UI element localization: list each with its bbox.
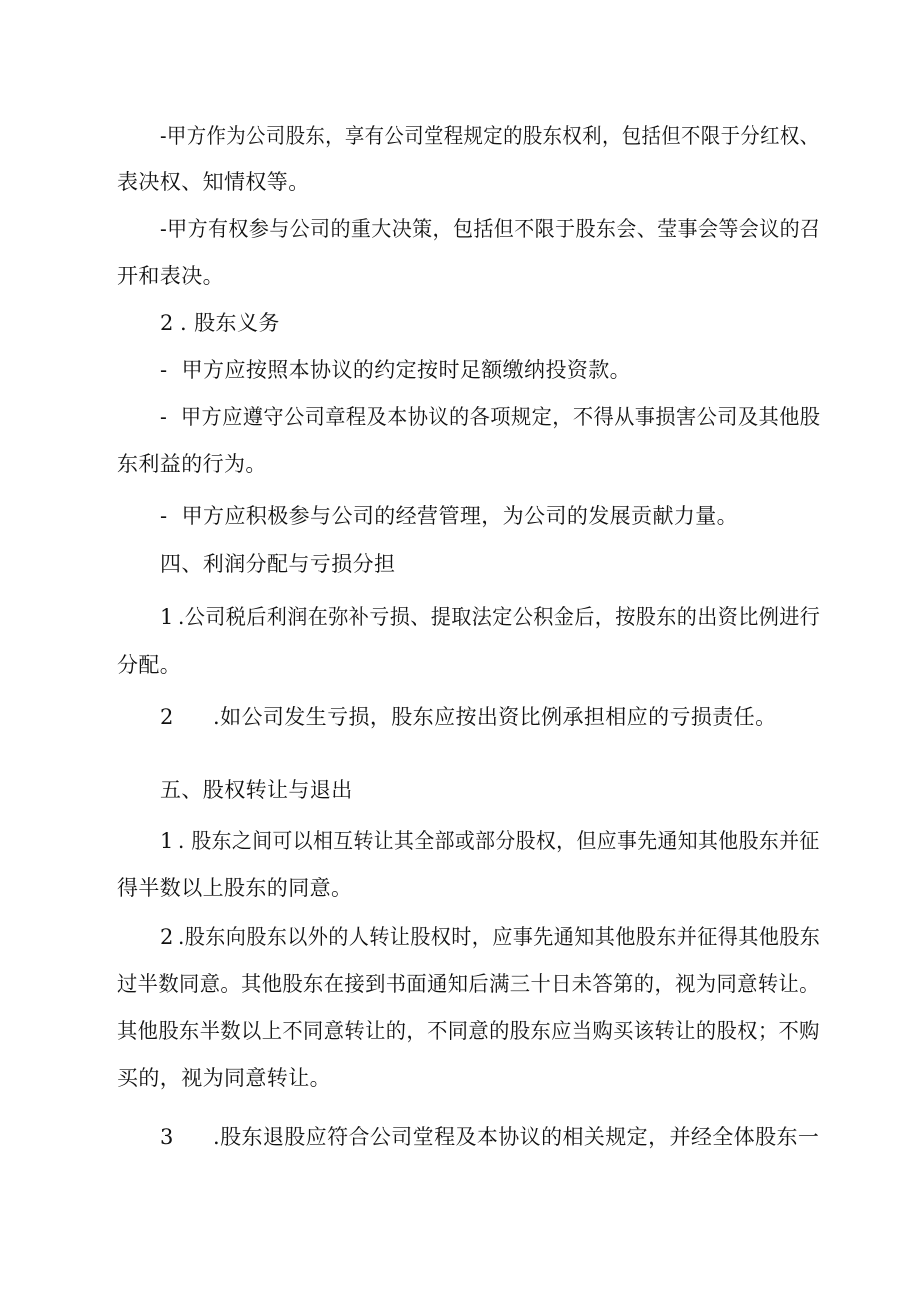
paragraph-line: 东利益的行为。 (117, 452, 267, 476)
paragraph-line: .股东退股应符合公司堂程及本协议的相关规定，并经全体股东一 (213, 1125, 820, 1149)
paragraph-line: . 股东之间可以相互转让其全部或部分股权，但应事先通知其他股东并征 (178, 829, 820, 853)
item-number: 2 (160, 311, 174, 335)
paragraph-line: 开和表决。 (117, 264, 224, 288)
item-number: 3 (160, 1125, 174, 1149)
paragraph-line: .如公司发生亏损，股东应按出资比例承担相应的亏损责任。 (213, 705, 777, 729)
section-heading: 五、股权转让与退出 (160, 778, 353, 802)
paragraph-line: 其他股东半数以上不同意转让的，不同意的股东应当购买该转让的股权；不购 (117, 1019, 820, 1043)
paragraph-line: - 甲方应遵守公司章程及本协议的各项规定，不得从事损害公司及其他股 (160, 405, 821, 429)
item-number: 1 (160, 605, 174, 629)
paragraph-line: -甲方作为公司股东，享有公司堂程规定的股东权利，包括但不限于分红权、 (160, 124, 820, 148)
section-heading: 四、利润分配与亏损分担 (160, 552, 396, 576)
paragraph-line: 分配。 (117, 653, 182, 677)
paragraph-line: -甲方有权参与公司的重大决策，包括但不限于股东会、莹事会等会议的召 (160, 217, 821, 241)
paragraph-line: 表决权、知情权等。 (117, 170, 310, 194)
paragraph-line: - 甲方应积极参与公司的经营管理，为公司的发展贡献力量。 (160, 504, 739, 528)
paragraph-line: 过半数同意。其他股东在接到书面通知后满三十日未答第的，视为同意转让。 (117, 972, 820, 996)
item-number: 2 (160, 925, 174, 949)
section-heading: . 股东义务 (180, 311, 280, 335)
item-number: 2 (160, 705, 174, 729)
paragraph-line: .公司税后利润在弥补亏损、提取法定公积金后，按股东的出资比例进行 (178, 605, 821, 629)
paragraph-line: - 甲方应按照本协议的约定按时足额缴纳投资款。 (160, 358, 632, 382)
item-number: 1 (160, 829, 174, 853)
paragraph-line: 得半数以上股东的同意。 (117, 876, 353, 900)
paragraph-line: 买的，视为同意转让。 (117, 1066, 331, 1090)
paragraph-line: .股东向股东以外的人转让股权时，应事先通知其他股东并征得其他股东 (178, 925, 821, 949)
